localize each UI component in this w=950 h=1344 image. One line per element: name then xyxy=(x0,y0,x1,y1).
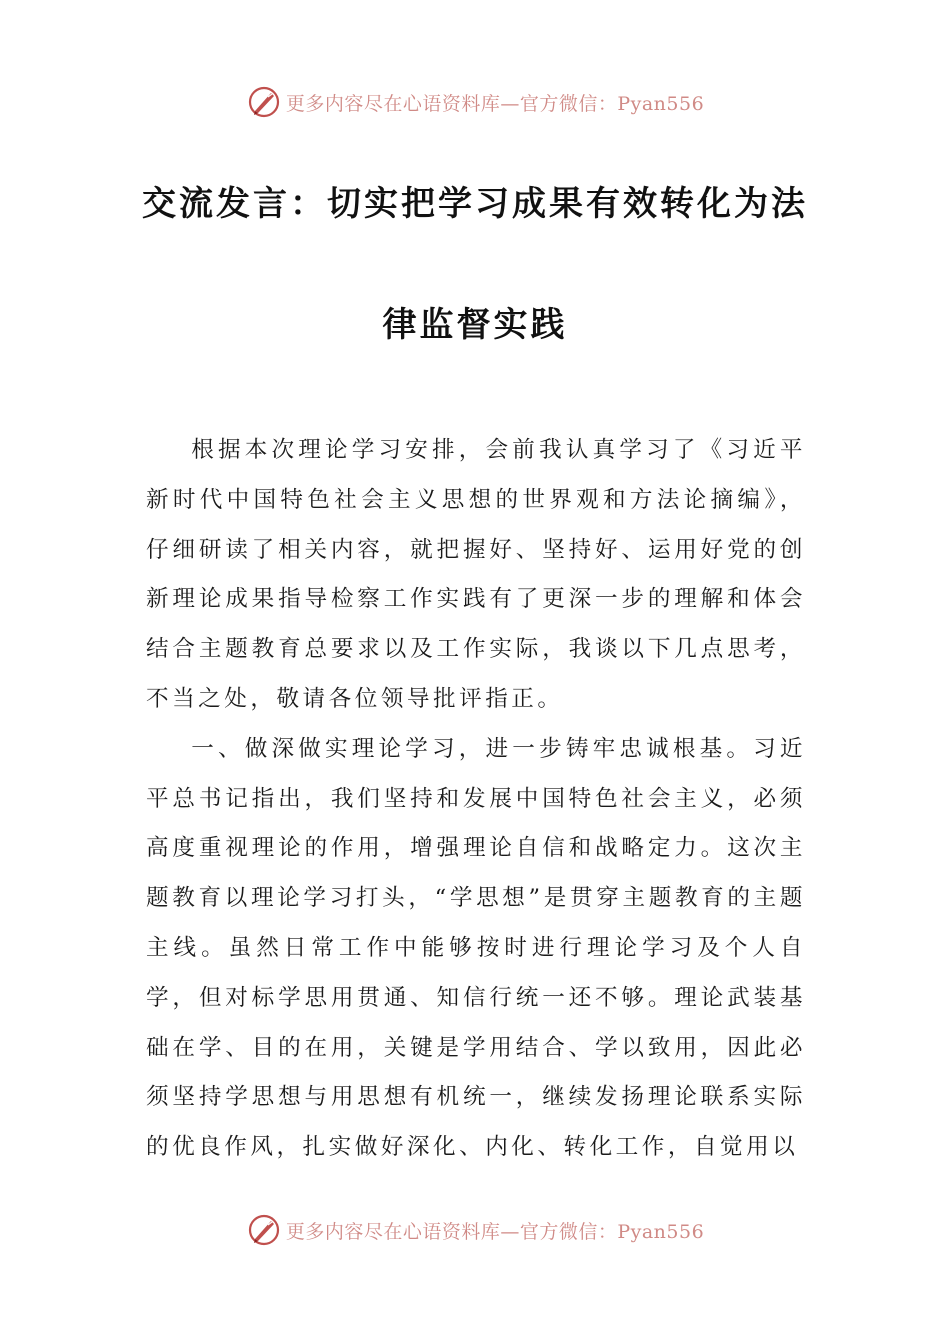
bottom-watermark-banner xyxy=(0,1210,950,1250)
pen-logo-icon xyxy=(246,1212,282,1248)
body-paragraph-intro: 根据本次理论学习安排，会前我认真学习了《习近平新时代中国特色社会主义思想的世界观和方法论摘编》，仔细研读了相关内容，就把握好、坚持好、运用好党的创新理论成果指导检察工作实践有了更深一步的理解和体会结合主题教育总要求以及工作实际，我谈以下几点思考，不当之处，敬请各位领导批评指正。 xyxy=(146,437,806,712)
document-title-line2: 律监督实践 xyxy=(382,305,568,345)
watermark-text: 更多内容尽在心语资料库—官方微信：Pyan556 xyxy=(285,1220,705,1243)
watermark-text: 更多内容尽在心语资料库—官方微信：Pyan556 xyxy=(285,92,705,115)
top-watermark-banner xyxy=(0,82,950,122)
pen-logo-icon xyxy=(246,84,282,120)
body-paragraph-section-1: 一、做深做实理论学习，进一步铸牢忠诚根基。习近平总书记指出，我们坚持和发展中国特色社会主义，必须高度重视理论的作用，增强理论自信和战略定力。这次主题教育以理论学习打头，“学思想”是贯穿主题教育的主题主线。虽然日常工作中能够按时进行理论学习及个人自学，但对标学思用贯通、知信行统一还不够。理论武装基础在学、目的在用，关键是学用结合、学以致用，因此必须坚持学思想与用思想有机统一，继续发扬理论联系实际的优良作风，扎实做好深化、内化、转化工作，自觉用以 xyxy=(146,735,806,1161)
document-title-line1: 交流发言：切实把学习成果有效转化为法 xyxy=(142,184,808,224)
document-body xyxy=(146,426,806,1173)
